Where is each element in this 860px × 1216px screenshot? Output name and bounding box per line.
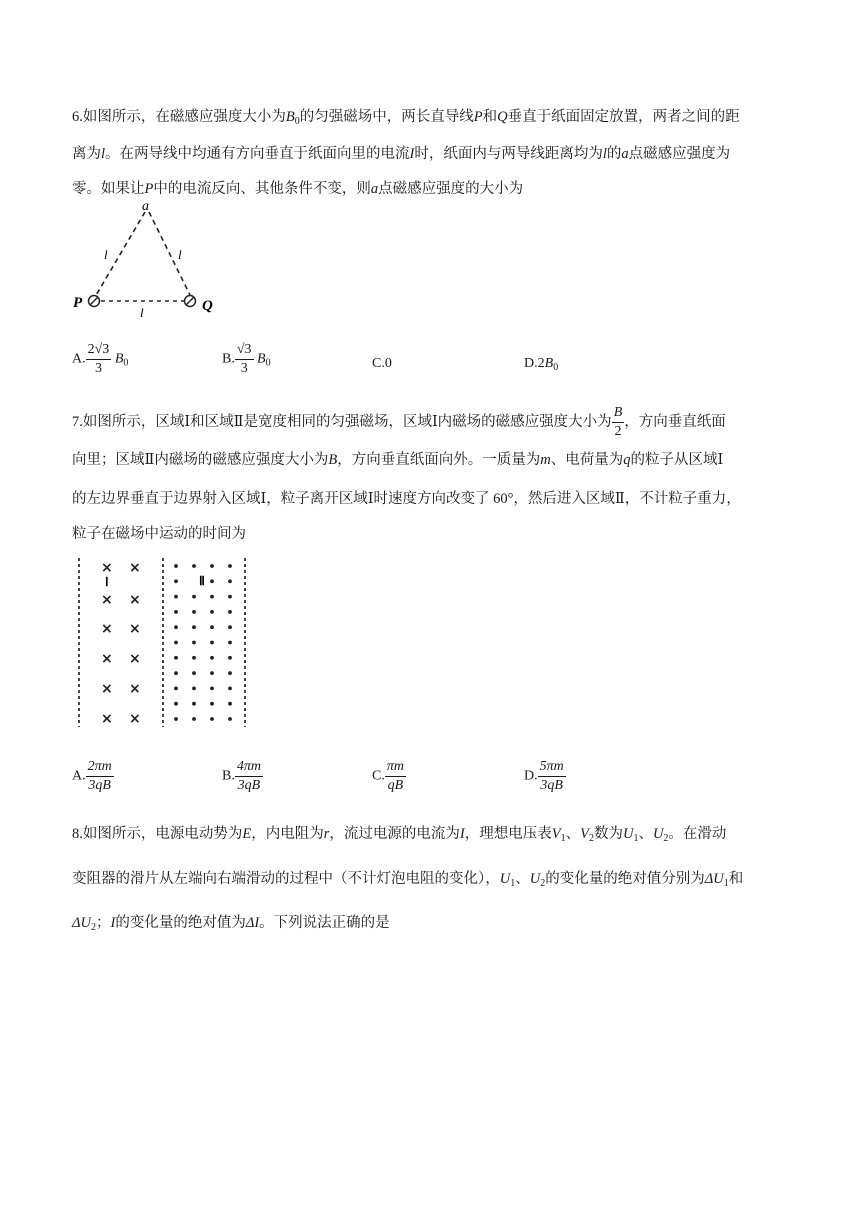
- q7-option-c[interactable]: [372, 758, 406, 795]
- dot-mark: [210, 687, 214, 691]
- q7-symbol-m: m: [540, 452, 551, 468]
- q8-text: ；: [95, 915, 111, 931]
- q6-text: 点磁感应强度的大小为: [378, 181, 524, 197]
- dot-mark: [192, 610, 196, 614]
- dot-mark: [228, 564, 232, 568]
- fraction-denominator: 2: [614, 424, 622, 439]
- q6-text: 离为: [72, 146, 101, 162]
- q8-symbol-V1: V: [551, 826, 561, 842]
- q8-text: ，流过电源的电流为: [329, 826, 460, 842]
- fraction-numerator: √3: [235, 341, 254, 360]
- q7-option-d-fraction: [538, 758, 566, 795]
- subscript: 0: [553, 362, 559, 373]
- dot-mark: [174, 687, 178, 691]
- q8-symbol-r: r: [323, 826, 330, 842]
- q8-symbol-I: I: [459, 826, 465, 842]
- q6-text: 和: [482, 109, 498, 125]
- q7-line-4: [72, 524, 246, 544]
- q7-text: 向里；区域Ⅱ内磁场的磁感应强度大小为: [72, 452, 329, 468]
- dot-mark: [174, 564, 178, 568]
- q7-option-a[interactable]: [72, 758, 114, 795]
- dot-mark: [228, 610, 232, 614]
- q8-symbol-I: I: [110, 915, 116, 931]
- dot-mark: [210, 702, 214, 706]
- q7-line-3: [72, 489, 741, 509]
- q7-label-region-II: Ⅱ: [199, 574, 205, 588]
- q8-symbol-V2: V: [580, 826, 589, 842]
- cross-mark: ×: [101, 711, 113, 727]
- q6-line-1: [72, 107, 740, 132]
- dot-mark: [228, 671, 232, 675]
- dot-mark: [174, 595, 178, 599]
- q6-wire-triangle-figure: [70, 196, 230, 322]
- dot-mark: [192, 671, 196, 675]
- subscript: 2: [90, 922, 96, 933]
- option-label: B.: [222, 351, 235, 367]
- q6-symbol-P: P: [473, 109, 483, 125]
- option-label: D.: [524, 768, 538, 784]
- option-label: A.: [72, 351, 86, 367]
- q6-subscript: 0: [294, 116, 300, 127]
- dot-mark: [210, 579, 214, 583]
- q8-text: 。下列说法正确的是: [259, 915, 390, 931]
- q6-dashed-side-left: [95, 212, 145, 297]
- q6-label-l-right: l: [178, 247, 182, 262]
- q7-symbol-B: B: [328, 452, 338, 468]
- fraction-denominator: 3qB: [237, 778, 261, 793]
- q7-label-region-I: Ⅰ: [105, 575, 109, 589]
- dot-mark: [192, 717, 196, 721]
- q7-symbol-q: q: [623, 452, 631, 468]
- q8-symbol-E: E: [242, 826, 252, 842]
- cross-mark: ×: [101, 681, 113, 697]
- q7-magnetic-field-figure: [72, 555, 252, 730]
- dot-mark: [210, 625, 214, 629]
- subscript: 2: [588, 833, 594, 844]
- dot-mark: [174, 610, 178, 614]
- option-label: C.: [372, 768, 385, 784]
- q6-label-a: a: [142, 199, 149, 214]
- q6-symbol-a: a: [370, 181, 379, 197]
- q7-text: ，方向垂直纸面: [624, 413, 726, 430]
- q6-text: 时，纸面内与两导线距离均为: [414, 146, 603, 162]
- cross-mark: ×: [101, 621, 113, 637]
- q8-text: 。在滑动: [668, 826, 727, 842]
- dot-mark: [228, 625, 232, 629]
- cross-mark: ×: [101, 592, 113, 608]
- q6-symbol-I: I: [409, 146, 415, 162]
- dot-mark: [228, 687, 232, 691]
- q8-symbol-U1: U: [622, 826, 634, 842]
- q8-text: 和: [728, 871, 744, 887]
- q6-text: 垂直于纸面固定放置，两者之间的距: [507, 109, 740, 125]
- subscript: 2: [540, 878, 546, 889]
- q8-text: 变阻器的滑片从左端向右端滑动的过程中（不计灯泡电阻的变化），: [72, 871, 500, 887]
- q6-text: 的匀强磁场中，两长直导线: [299, 109, 474, 125]
- q6-label-l-left: l: [104, 247, 108, 262]
- q6-symbol-l: l: [602, 146, 607, 162]
- q6-label-Q: Q: [202, 298, 213, 314]
- q7-text: 7.如图所示，区域Ⅰ和区域Ⅱ是宽度相同的匀强磁场，区域Ⅰ内磁场的磁感应强度大小为: [72, 413, 612, 430]
- subscript: 1: [723, 878, 729, 889]
- q8-text: 数为: [593, 826, 623, 842]
- cross-mark: ×: [101, 651, 113, 667]
- cross-mark: ×: [101, 560, 113, 576]
- q8-text: 的变化量的绝对值分别为: [545, 871, 705, 887]
- subscript: 2: [663, 833, 669, 844]
- symbol-B: B: [257, 351, 266, 367]
- q8-text: ，理想电压表: [464, 826, 552, 842]
- q6-text: 的: [606, 146, 622, 162]
- dot-mark: [210, 610, 214, 614]
- q7-text: 的粒子从区域Ⅰ: [630, 452, 724, 468]
- dot-mark: [228, 595, 232, 599]
- q7-text: 的左边界垂直于边界射入区域Ⅰ，粒子离开区域Ⅰ时速度方向改变了 60°，然后进入区域Ⅱ，不计粒子重力，: [72, 491, 741, 507]
- fraction-numerator: 2√3: [86, 341, 112, 360]
- q8-text: 、: [565, 826, 581, 842]
- q8-symbol-U2: U: [652, 826, 664, 842]
- subscript: 0: [123, 357, 129, 369]
- dot-mark: [210, 641, 214, 645]
- dot-mark: [174, 656, 178, 660]
- q7-text: 粒子在磁场中运动的时间为: [72, 526, 246, 542]
- dot-mark: [210, 717, 214, 721]
- dot-mark: [228, 579, 232, 583]
- coefficient: 2: [537, 356, 545, 371]
- q7-option-b-fraction: [235, 758, 263, 795]
- q6-label-l-bottom: l: [140, 305, 144, 320]
- fraction-numerator: 5πm: [538, 758, 566, 777]
- fraction-numerator: πm: [385, 758, 406, 777]
- q6-option-a[interactable]: [72, 341, 128, 378]
- fraction-denominator: 3: [240, 361, 248, 376]
- dot-mark: [174, 671, 178, 675]
- q8-line-1: [72, 824, 726, 849]
- subscript: 1: [510, 878, 516, 889]
- cross-mark: ×: [129, 621, 141, 637]
- q7-fraction-B-over-2: [612, 404, 625, 441]
- q7-line-1: [72, 404, 726, 441]
- dot-mark: [210, 564, 214, 568]
- dot-mark: [174, 641, 178, 645]
- q7-text: 、电荷量为: [550, 452, 624, 468]
- q7-option-b[interactable]: [222, 758, 263, 795]
- cross-mark: ×: [129, 711, 141, 727]
- dot-mark: [192, 595, 196, 599]
- q8-symbol-delta-I: ΔI: [245, 915, 260, 931]
- dot-mark: [174, 702, 178, 706]
- fraction-denominator: qB: [387, 778, 404, 793]
- dot-mark: [228, 717, 232, 721]
- cross-mark: ×: [129, 651, 141, 667]
- fraction-numerator: B: [612, 404, 625, 423]
- dot-mark: [210, 656, 214, 660]
- q6-wire-into-page-icon: [89, 296, 100, 307]
- q7-line-2: [72, 450, 723, 470]
- q6-option-d[interactable]: [524, 356, 558, 373]
- subscript: 0: [265, 357, 271, 369]
- q8-text: ，内电阻为: [251, 826, 324, 842]
- dot-mark: [174, 717, 178, 721]
- dot-mark: [192, 687, 196, 691]
- option-label: D.: [524, 356, 538, 371]
- dot-mark: [228, 656, 232, 660]
- q8-symbol-delta-U2: ΔU: [72, 915, 91, 931]
- fraction-denominator: 3qB: [540, 778, 563, 793]
- q6-option-c[interactable]: [372, 356, 392, 372]
- q6-text: 。在两导线中均通有方向垂直于纸面向里的电流: [105, 146, 410, 162]
- dot-mark: [210, 595, 214, 599]
- dot-mark: [228, 702, 232, 706]
- q6-symbol-a: a: [621, 146, 629, 162]
- dot-mark: [192, 564, 196, 568]
- q8-text: 、: [638, 826, 653, 842]
- fraction-numerator: 4πm: [235, 758, 263, 777]
- q6-text: 点磁感应强度为: [628, 146, 731, 162]
- dot-mark: [210, 671, 214, 675]
- q6-symbol-Q: Q: [497, 109, 508, 125]
- q6-symbol-P: P: [144, 181, 154, 197]
- dot-mark: [192, 625, 196, 629]
- q8-line-3: [72, 913, 390, 938]
- q8-text: 8.如图所示，电源电动势为: [72, 826, 243, 842]
- dot-mark: [174, 625, 178, 629]
- fraction-numerator: 2πm: [86, 758, 114, 777]
- q6-label-P: P: [73, 295, 83, 311]
- q7-option-d[interactable]: [524, 758, 566, 795]
- q8-symbol-U2: U: [529, 871, 541, 887]
- option-label: A.: [72, 768, 86, 784]
- option-text: C.0: [372, 356, 392, 371]
- q6-dashed-side-right: [149, 212, 190, 295]
- q8-symbol-U1: U: [499, 871, 511, 887]
- q6-symbol-B: B: [285, 109, 295, 125]
- subscript: 1: [560, 833, 566, 844]
- dot-mark: [192, 656, 196, 660]
- q6-option-b-fraction: [235, 341, 254, 378]
- dot-mark: [174, 579, 178, 583]
- symbol-B: B: [544, 356, 554, 371]
- q6-text: 中的电流反向、其他条件不变，则: [153, 181, 371, 197]
- q7-option-c-fraction: [385, 758, 406, 795]
- q7-option-a-fraction: [86, 758, 114, 795]
- q8-symbol-delta-U1: ΔU: [704, 871, 724, 887]
- q6-option-a-fraction: [86, 341, 112, 378]
- q6-option-b[interactable]: [222, 341, 271, 378]
- q7-text: ，方向垂直纸面向外。一质量为: [337, 452, 541, 468]
- subscript: 1: [633, 833, 639, 844]
- cross-mark: ×: [129, 592, 141, 608]
- dot-mark: [228, 641, 232, 645]
- q6-text: 零。如果让: [72, 181, 145, 197]
- q6-symbol-l: l: [101, 146, 106, 162]
- option-label: B.: [222, 768, 235, 784]
- dot-mark: [192, 641, 196, 645]
- q6-wire-into-page-icon: [185, 296, 196, 307]
- q8-text: 的变化量的绝对值为: [115, 915, 246, 931]
- fraction-denominator: 3qB: [88, 778, 111, 793]
- q6-text: 6.如图所示，在磁感应强度大小为: [72, 109, 286, 125]
- symbol-B: B: [114, 351, 124, 367]
- cross-mark: ×: [129, 681, 141, 697]
- cross-mark: ×: [129, 560, 141, 576]
- q8-line-2: [72, 869, 743, 894]
- q6-line-2: [72, 144, 730, 164]
- q8-text: 、: [515, 871, 530, 887]
- fraction-denominator: 3: [94, 361, 102, 376]
- dot-mark: [192, 702, 196, 706]
